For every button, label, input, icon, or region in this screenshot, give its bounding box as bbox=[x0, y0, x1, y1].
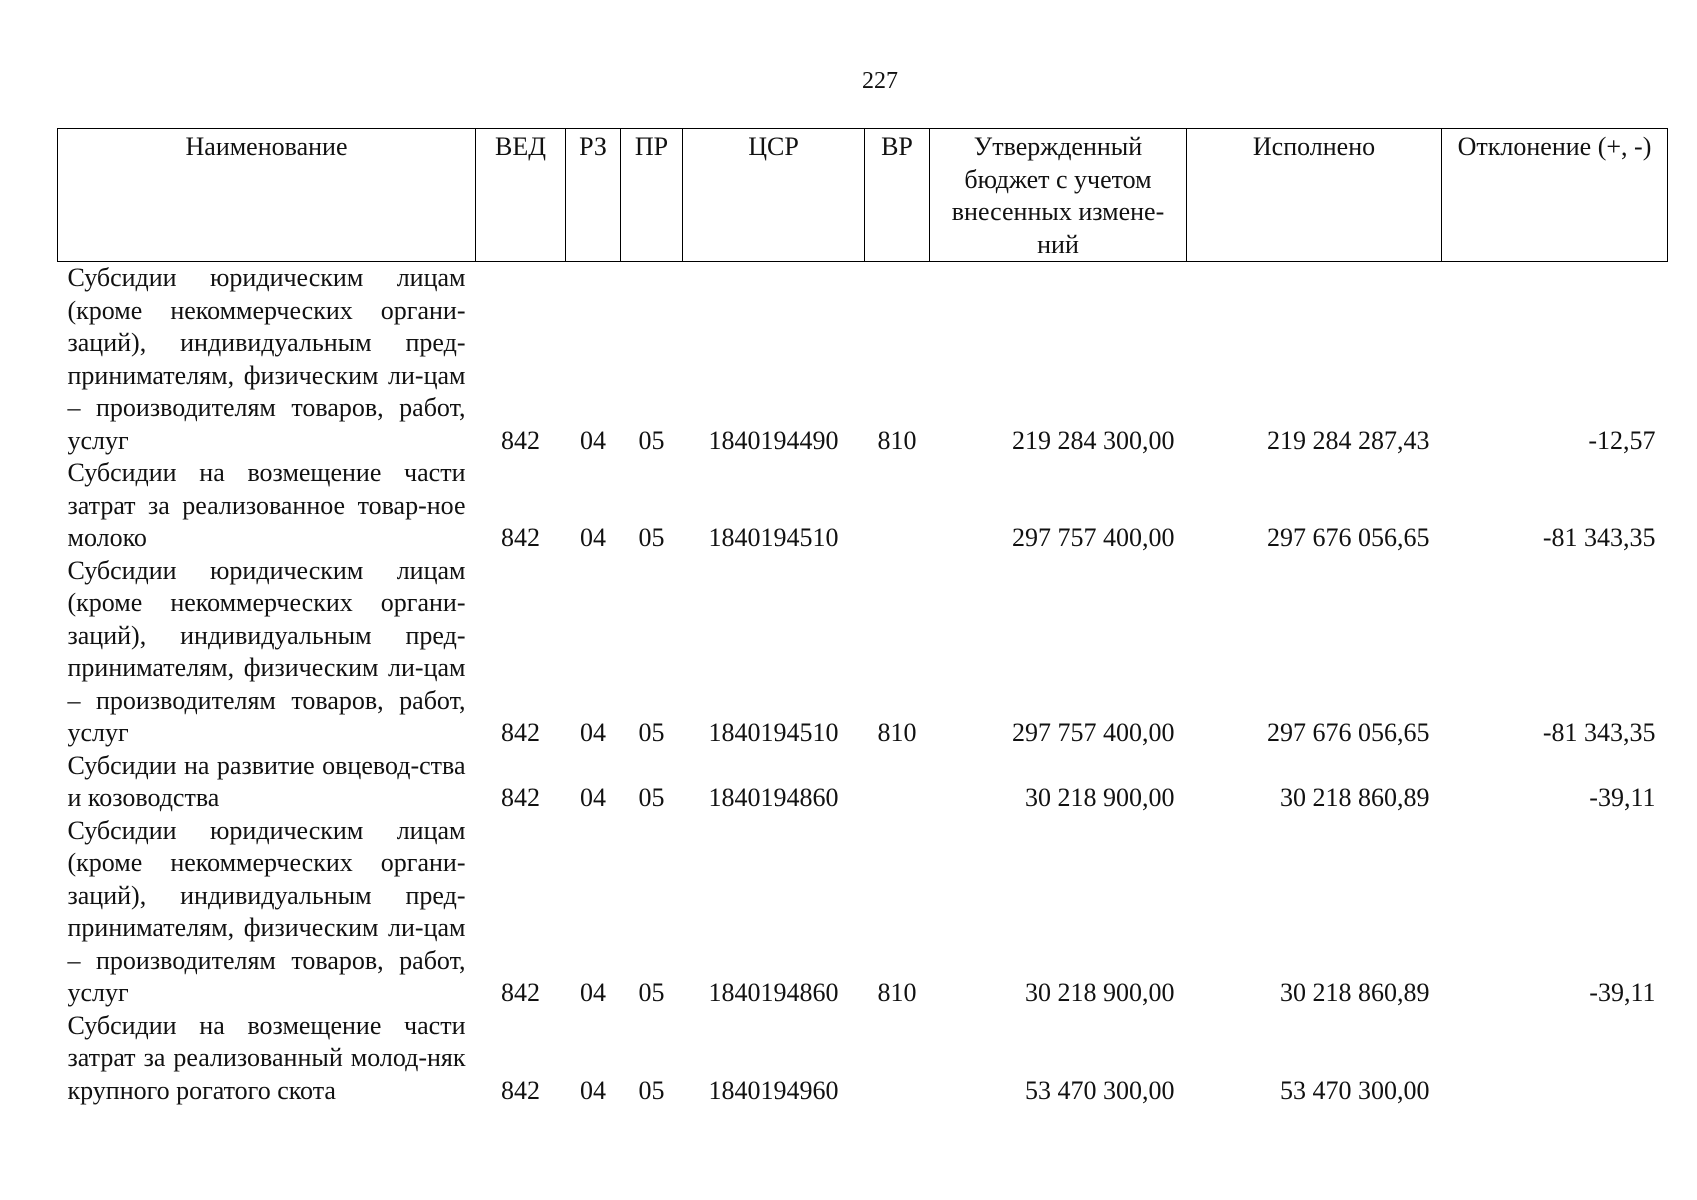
header-csr: ЦСР bbox=[683, 129, 865, 262]
row-ved: 842 bbox=[501, 425, 540, 455]
header-name: Наименование bbox=[58, 129, 476, 262]
table-body bbox=[58, 262, 1668, 1108]
row-pr: 05 bbox=[638, 783, 665, 812]
row-name: Субсидии юридическим лицам (кроме некоммерческих органи-заций), индивидуальным пред-принимателям, физическим ли-цам – производителям товаров, работ, услуг bbox=[67, 815, 466, 1007]
row-executed: 297 676 056,65 bbox=[1267, 718, 1430, 747]
row-rz: 04 bbox=[580, 978, 606, 1007]
table-row bbox=[58, 262, 1668, 458]
row-ved: 842 bbox=[501, 1075, 540, 1105]
row-approved: 297 757 400,00 bbox=[1012, 523, 1175, 552]
row-rz: 04 bbox=[580, 425, 606, 455]
header-ved: ВЕД bbox=[476, 129, 566, 262]
header-deviation: Отклонение (+, -) bbox=[1442, 129, 1668, 262]
row-executed: 30 218 860,89 bbox=[1280, 783, 1430, 812]
row-vr bbox=[865, 457, 930, 555]
table-row bbox=[58, 457, 1668, 555]
row-csr: 1840194860 bbox=[708, 783, 839, 812]
row-vr: 810 bbox=[877, 425, 917, 455]
row-name: Субсидии на возмещение части затрат за реализованный молод-няк крупного рогатого скота bbox=[67, 1010, 466, 1105]
row-approved: 219 284 300,00 bbox=[1012, 425, 1175, 455]
row-ved: 842 bbox=[501, 523, 540, 552]
row-csr: 1840194510 bbox=[708, 718, 839, 747]
row-pr: 05 bbox=[638, 1075, 665, 1105]
row-executed: 297 676 056,65 bbox=[1267, 523, 1430, 552]
row-vr bbox=[865, 750, 930, 815]
row-approved: 297 757 400,00 bbox=[1012, 718, 1175, 747]
row-executed: 30 218 860,89 bbox=[1280, 978, 1430, 1007]
row-deviation bbox=[1442, 1010, 1668, 1108]
row-executed: 53 470 300,00 bbox=[1280, 1075, 1430, 1105]
row-vr: 810 bbox=[877, 718, 917, 747]
table-row bbox=[58, 1010, 1668, 1108]
row-vr bbox=[865, 1010, 930, 1108]
row-csr: 1840194860 bbox=[708, 978, 839, 1007]
row-pr: 05 bbox=[638, 425, 665, 455]
row-pr: 05 bbox=[638, 718, 665, 747]
row-ved: 842 bbox=[501, 978, 540, 1007]
table-row bbox=[58, 555, 1668, 750]
row-pr: 05 bbox=[638, 523, 665, 552]
row-name: Субсидии на развитие овцевод-ства и козоводства bbox=[67, 750, 466, 812]
row-pr: 05 bbox=[638, 978, 665, 1007]
row-rz: 04 bbox=[580, 783, 606, 812]
row-deviation: -39,11 bbox=[1589, 978, 1656, 1007]
row-vr: 810 bbox=[877, 978, 917, 1007]
row-executed: 219 284 287,43 bbox=[1267, 425, 1430, 455]
row-name: Субсидии юридическим лицам (кроме некоммерческих органи-заций), индивидуальным пред-принимателям, физическим ли-цам – производителям товаров, работ, услуг bbox=[67, 263, 466, 455]
row-deviation: -81 343,35 bbox=[1542, 718, 1656, 747]
row-ved: 842 bbox=[501, 718, 540, 747]
row-rz: 04 bbox=[580, 718, 606, 747]
row-deviation: -12,57 bbox=[1588, 425, 1656, 455]
row-name: Субсидии на возмещение части затрат за реализованное товар-ное молоко bbox=[67, 458, 466, 552]
row-csr: 1840194510 bbox=[708, 523, 839, 552]
header-rz: РЗ bbox=[566, 129, 621, 262]
table-row bbox=[58, 750, 1668, 815]
page-number: 227 bbox=[862, 68, 898, 94]
table-header bbox=[58, 129, 1668, 262]
budget-table bbox=[57, 128, 1668, 1107]
header-executed: Исполнено bbox=[1187, 129, 1442, 262]
header-pr: ПР bbox=[621, 129, 683, 262]
header-approved: Утвержденный бюджет с учетом внесенных измене-ний bbox=[930, 129, 1187, 262]
row-rz: 04 bbox=[580, 523, 606, 552]
row-rz: 04 bbox=[580, 1075, 606, 1105]
header-vr: ВР bbox=[865, 129, 930, 262]
row-name: Субсидии юридическим лицам (кроме некоммерческих органи-заций), индивидуальным пред-принимателям, физическим ли-цам – производителям товаров, работ, услуг bbox=[67, 555, 466, 747]
table-row bbox=[58, 815, 1668, 1010]
row-csr: 1840194960 bbox=[708, 1075, 839, 1105]
row-approved: 30 218 900,00 bbox=[1025, 978, 1175, 1007]
row-approved: 30 218 900,00 bbox=[1025, 783, 1175, 812]
row-ved: 842 bbox=[501, 783, 540, 812]
row-deviation: -81 343,35 bbox=[1542, 523, 1656, 552]
row-csr: 1840194490 bbox=[708, 425, 839, 455]
row-deviation: -39,11 bbox=[1589, 783, 1656, 812]
row-approved: 53 470 300,00 bbox=[1025, 1075, 1175, 1105]
